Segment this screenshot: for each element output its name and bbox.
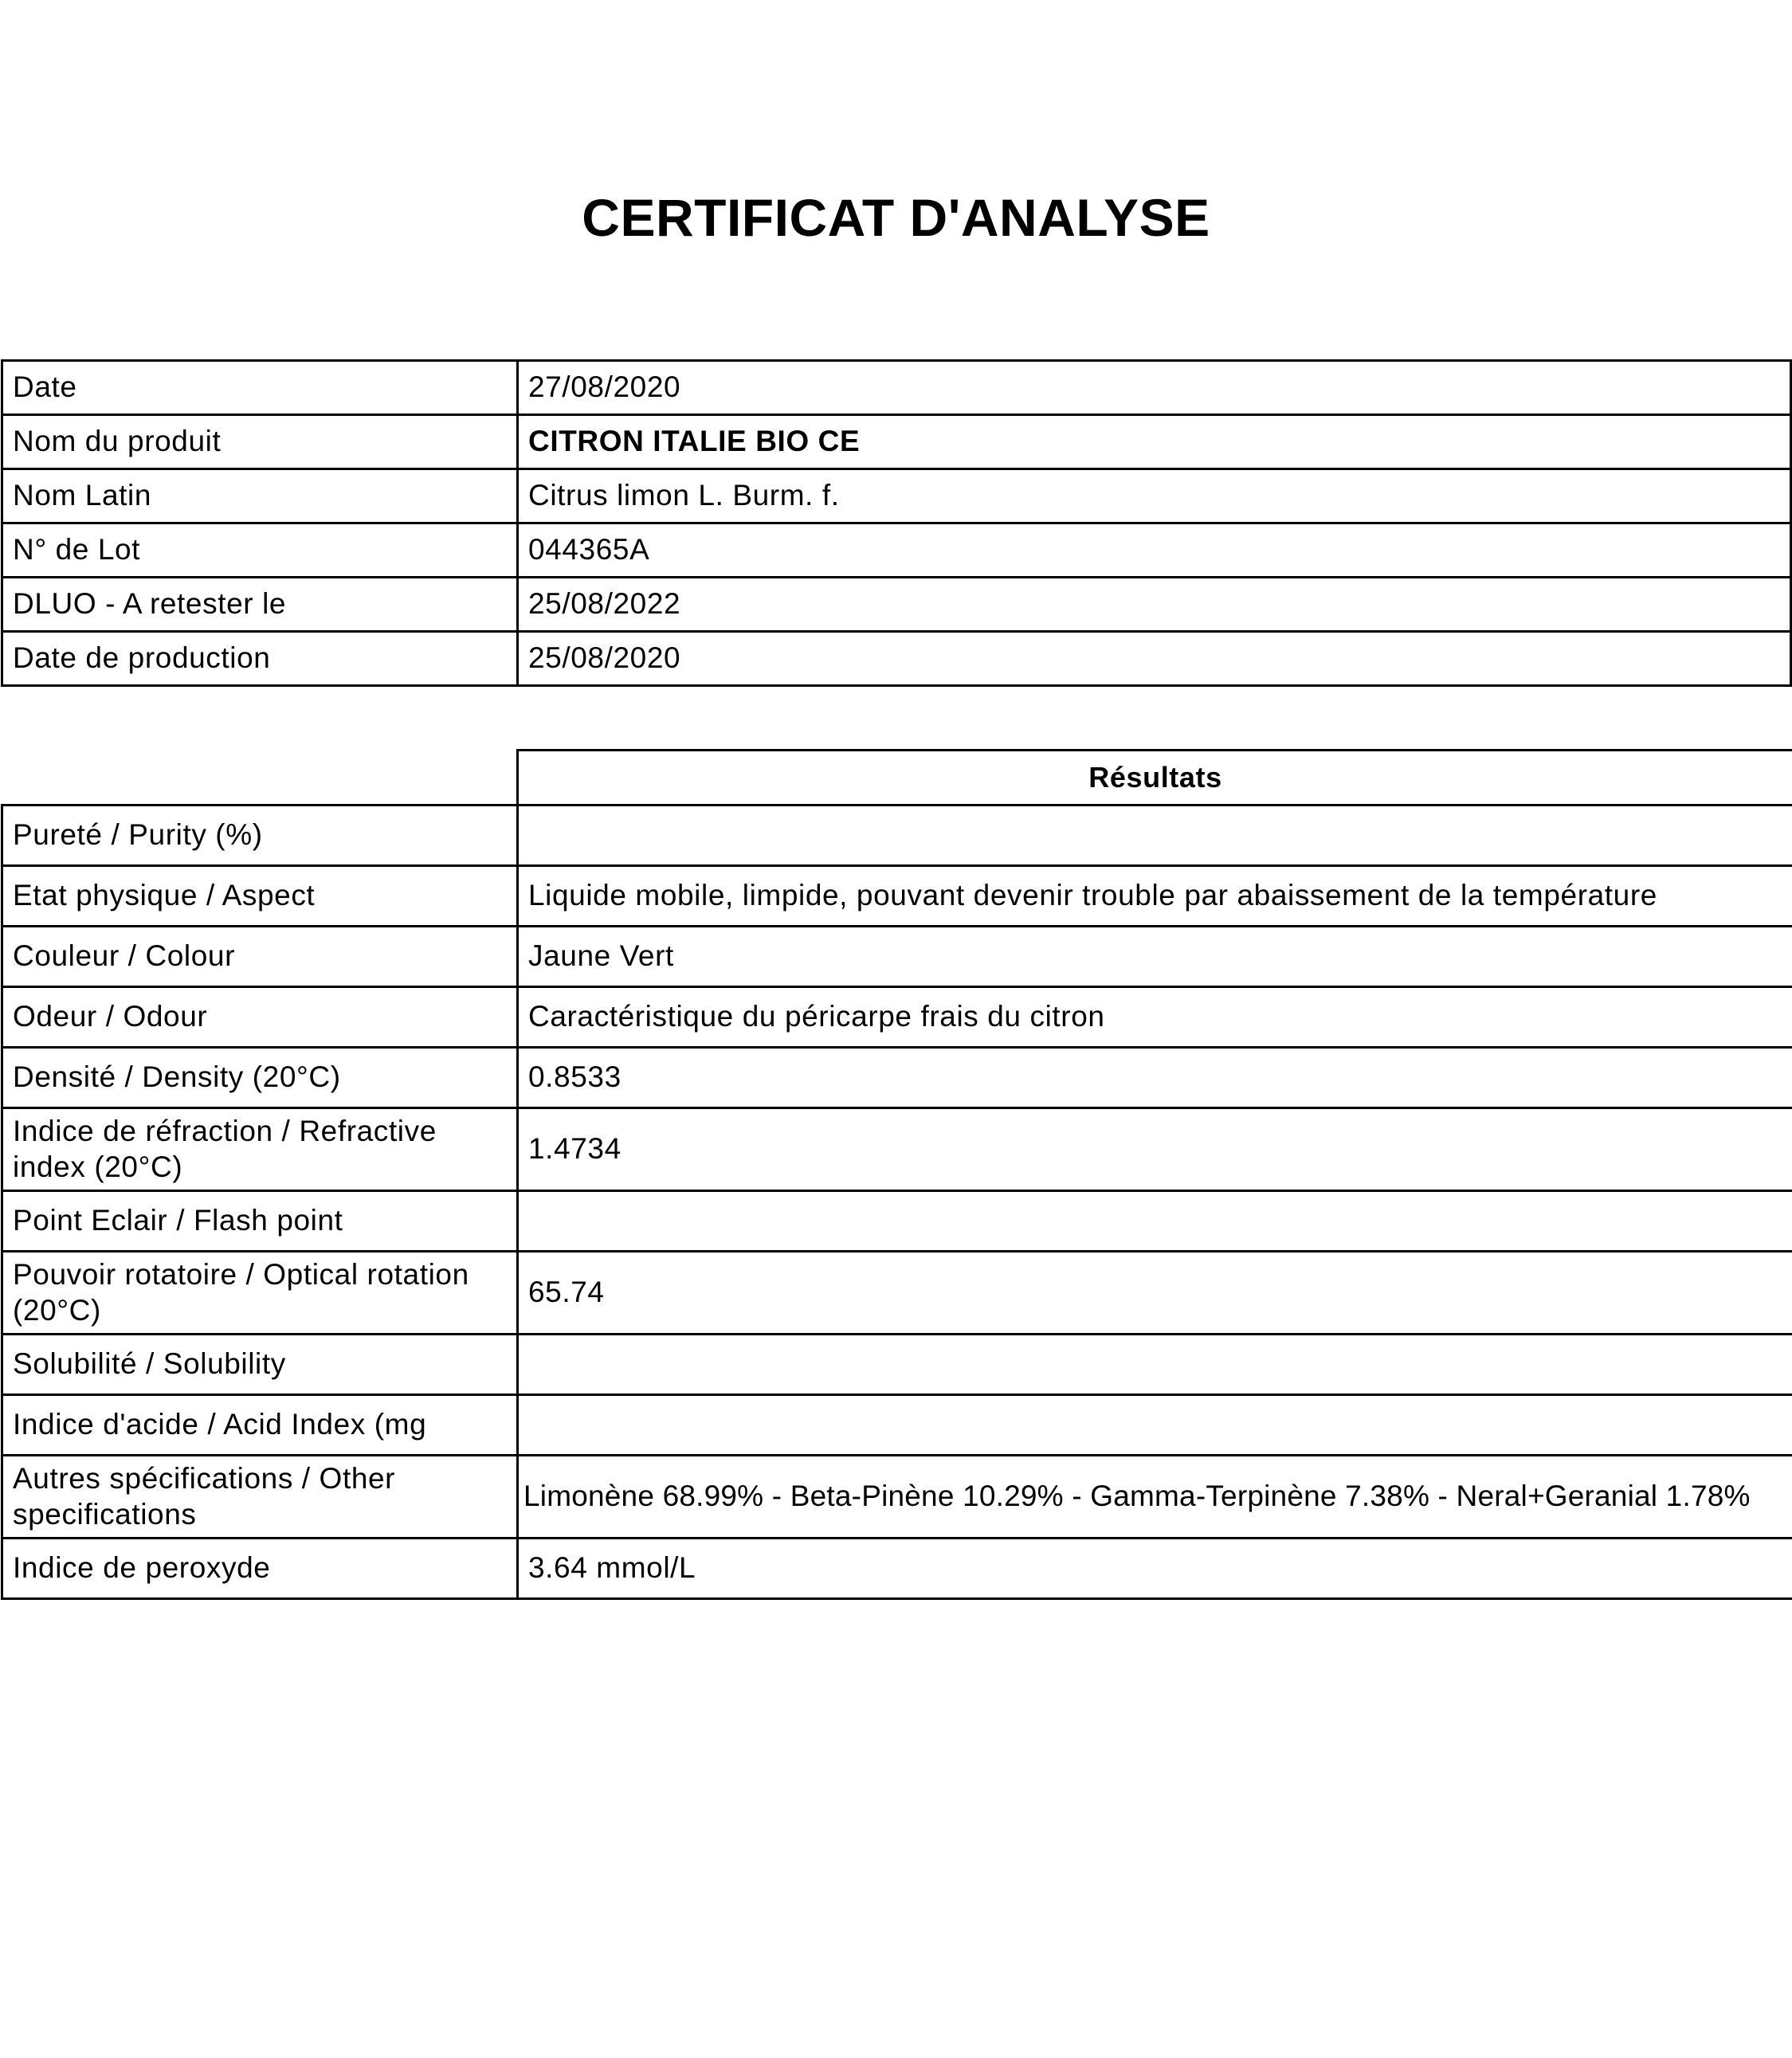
table-row — [2, 866, 1792, 927]
table-row — [2, 927, 1792, 987]
product-name-label: Nom du produit — [2, 415, 518, 469]
results-header-row — [2, 751, 1792, 806]
density-label: Densité / Density (20°C) — [2, 1048, 518, 1108]
acid-index-value — [518, 1395, 1792, 1456]
optical-rotation-value: 65.74 — [518, 1252, 1792, 1335]
odour-value: Caractéristique du péricarpe frais du citron — [518, 987, 1792, 1048]
product-name-value: CITRON ITALIE BIO CE — [518, 415, 1791, 469]
production-date-value: 25/08/2020 — [518, 632, 1791, 686]
optical-rotation-label: Pouvoir rotatoire / Optical rotation (20°C) — [2, 1252, 518, 1335]
refractive-index-value: 1.4734 — [518, 1108, 1792, 1191]
empty-corner-cell — [2, 751, 518, 806]
retest-date-value: 25/08/2022 — [518, 578, 1791, 632]
odour-label: Odeur / Odour — [2, 987, 518, 1048]
table-row — [2, 469, 1791, 523]
colour-label: Couleur / Colour — [2, 927, 518, 987]
table-row — [2, 1252, 1792, 1335]
table-row — [2, 632, 1791, 686]
colour-value: Jaune Vert — [518, 927, 1792, 987]
refractive-index-label: Indice de réfraction / Refractive index (20°C) — [2, 1108, 518, 1191]
other-specifications-label: Autres spécifications / Other specifications — [2, 1456, 518, 1539]
purity-value — [518, 806, 1792, 866]
flash-point-label: Point Eclair / Flash point — [2, 1191, 518, 1252]
table-row — [2, 1539, 1792, 1599]
production-date-label: Date de production — [2, 632, 518, 686]
purity-label: Pureté / Purity (%) — [2, 806, 518, 866]
aspect-label: Etat physique / Aspect — [2, 866, 518, 927]
table-row — [2, 987, 1792, 1048]
latin-name-value: Citrus limon L. Burm. f. — [518, 469, 1791, 523]
table-row — [2, 1191, 1792, 1252]
density-value: 0.8533 — [518, 1048, 1792, 1108]
table-row — [2, 1335, 1792, 1395]
table-row — [2, 578, 1791, 632]
table-row — [2, 523, 1791, 578]
table-row — [2, 1456, 1792, 1539]
latin-name-label: Nom Latin — [2, 469, 518, 523]
peroxide-index-label: Indice de peroxyde — [2, 1539, 518, 1599]
table-row — [2, 361, 1791, 415]
document-title: CERTIFICAT D'ANALYSE — [582, 188, 1210, 247]
lot-number-value: 044365A — [518, 523, 1791, 578]
peroxide-index-value: 3.64 mmol/L — [518, 1539, 1792, 1599]
date-value: 27/08/2020 — [518, 361, 1791, 415]
acid-index-label: Indice d'acide / Acid Index (mg — [2, 1395, 518, 1456]
retest-date-label: DLUO - A retester le — [2, 578, 518, 632]
other-specifications-value: Limonène 68.99% - Beta-Pinène 10.29% - Gamma-Terpinène 7.38% - Neral+Geranial 1.78% — [518, 1456, 1792, 1539]
results-header: Résultats — [518, 751, 1792, 806]
aspect-value: Liquide mobile, limpide, pouvant devenir trouble par abaissement de la température — [518, 866, 1792, 927]
solubility-value — [518, 1335, 1792, 1395]
table-row — [2, 1048, 1792, 1108]
analysis-results-table — [1, 749, 1792, 1600]
table-row — [2, 415, 1791, 469]
solubility-label: Solubilité / Solubility — [2, 1335, 518, 1395]
flash-point-value — [518, 1191, 1792, 1252]
table-row — [2, 806, 1792, 866]
table-row — [2, 1395, 1792, 1456]
lot-number-label: N° de Lot — [2, 523, 518, 578]
table-row — [2, 1108, 1792, 1191]
product-info-table — [1, 359, 1792, 687]
date-label: Date — [2, 361, 518, 415]
